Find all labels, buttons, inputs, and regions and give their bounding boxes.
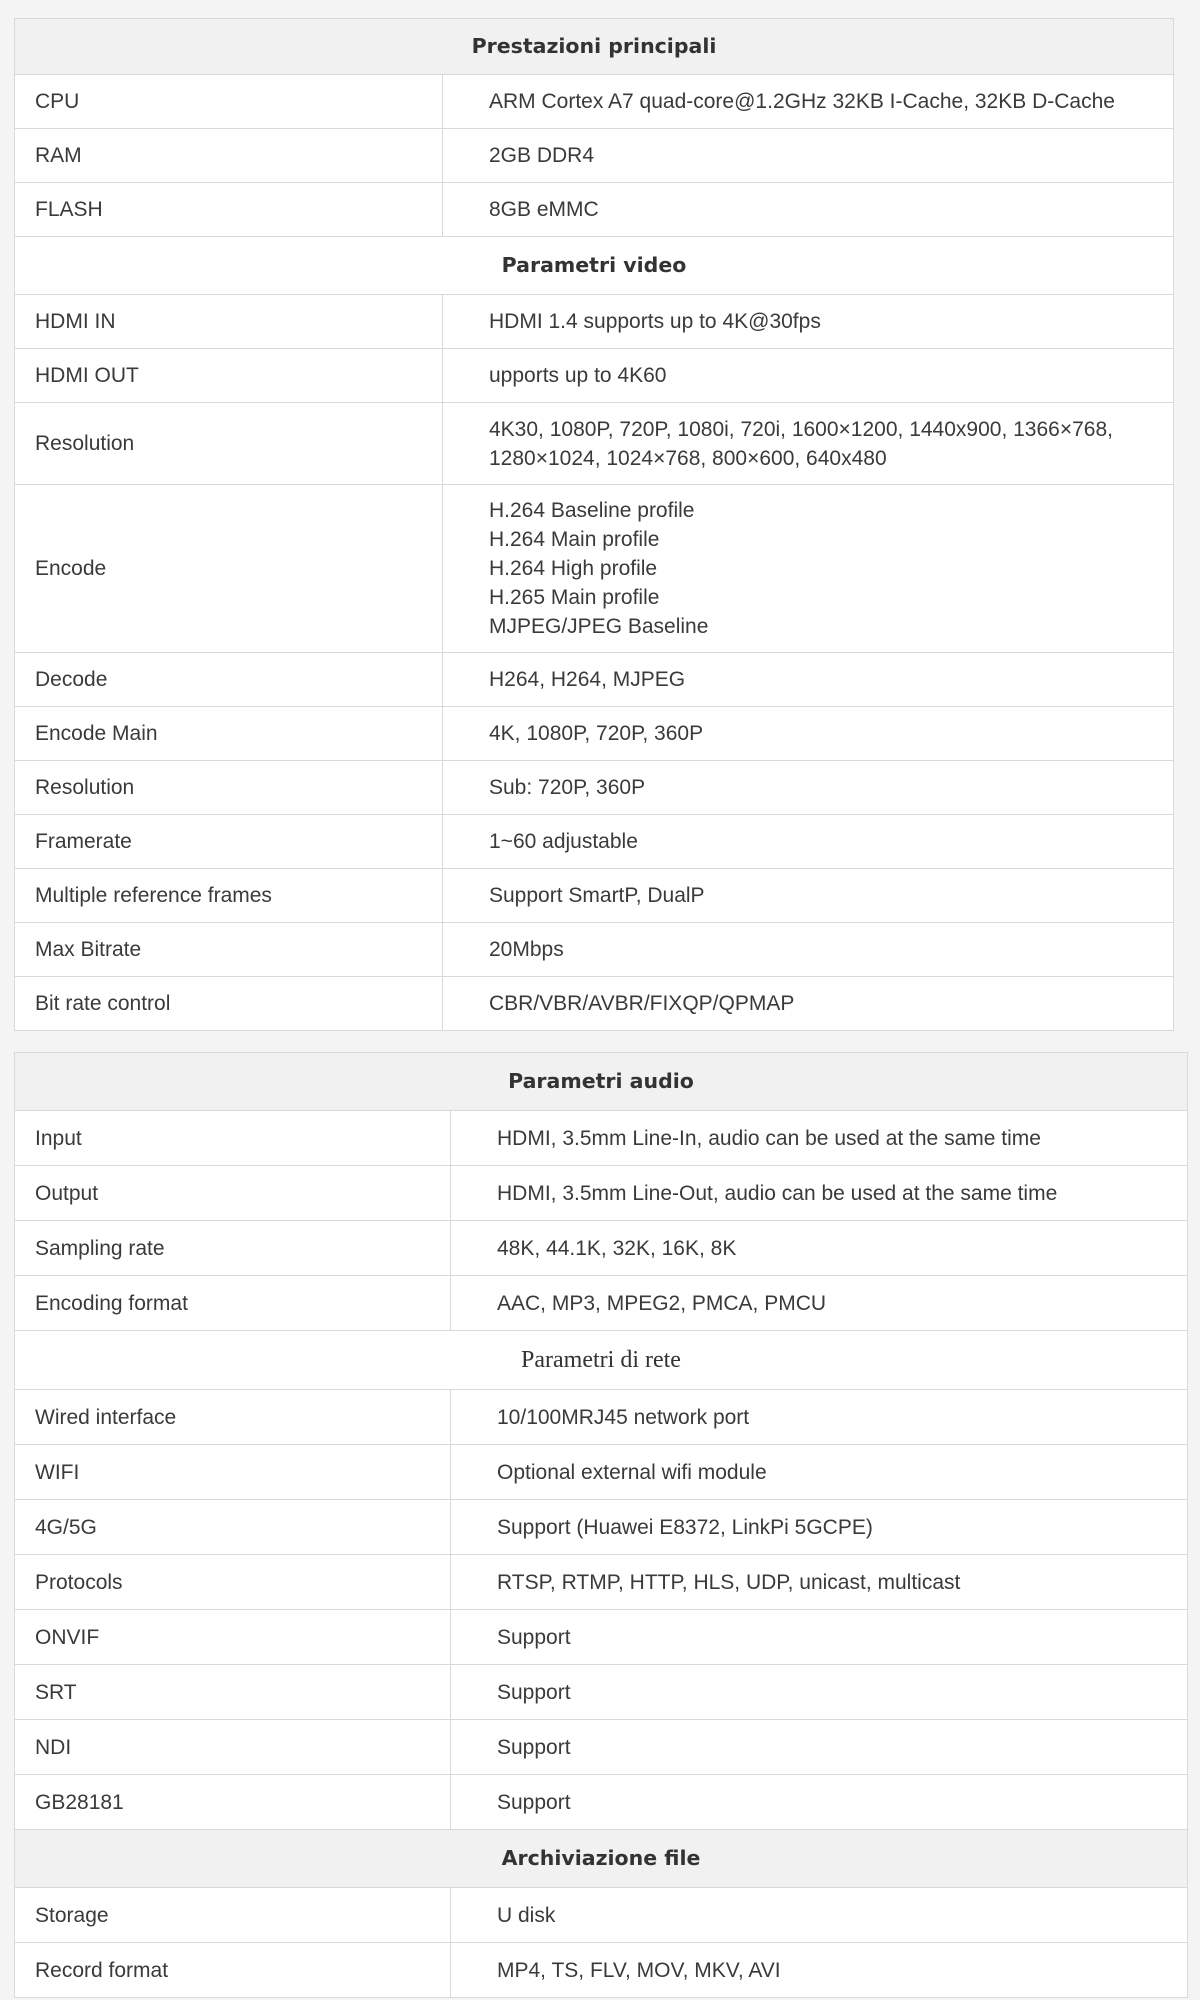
section-title: Parametri audio xyxy=(15,1053,1188,1111)
section-header-row xyxy=(15,1053,1188,1111)
spec-label: GB28181 xyxy=(15,1775,451,1830)
spec-value-line: AAC, MP3, MPEG2, PMCA, PMCU xyxy=(497,1291,827,1315)
spec-label: 4G/5G xyxy=(15,1500,451,1555)
table-row xyxy=(15,653,1174,707)
spec-value-line: RTSP, RTMP, HTTP, HLS, UDP, unicast, multicast xyxy=(497,1570,961,1594)
table-row xyxy=(15,1720,1188,1775)
spec-label: Max Bitrate xyxy=(15,923,443,977)
spec-value-line: MJPEG/JPEG Baseline xyxy=(489,615,709,638)
spec-value xyxy=(451,1276,1188,1331)
spec-value-line: 48K, 44.1K, 32K, 16K, 8K xyxy=(497,1236,737,1260)
spec-value-line: 4K30, 1080P, 720P, 1080i, 720i, 1600×1200, 1440x900, 1366×768, xyxy=(489,417,1113,441)
spec-value xyxy=(451,1610,1188,1665)
table-row xyxy=(15,1221,1188,1276)
spec-value xyxy=(451,1720,1188,1775)
section-header-row xyxy=(15,1331,1188,1390)
spec-value xyxy=(451,1221,1188,1276)
spec-label: HDMI OUT xyxy=(15,349,443,403)
table-row xyxy=(15,485,1174,653)
spec-label: HDMI IN xyxy=(15,295,443,349)
section-header-row xyxy=(15,1830,1188,1888)
spec-value-line: 20Mbps xyxy=(489,938,564,961)
spec-value xyxy=(451,1166,1188,1221)
table-row xyxy=(15,815,1174,869)
section-title: Prestazioni principali xyxy=(15,19,1174,75)
spec-value-line: Support xyxy=(497,1790,571,1814)
spec-value-line: Optional external wifi module xyxy=(497,1460,767,1484)
spec-value-line: Sub: 720P, 360P xyxy=(489,776,646,799)
spec-label: Encode Main xyxy=(15,707,443,761)
spec-label: FLASH xyxy=(15,183,443,237)
table-row xyxy=(15,1665,1188,1720)
spec-value-line: MP4, TS, FLV, MOV, MKV, AVI xyxy=(497,1958,781,1982)
spec-value xyxy=(443,349,1174,403)
table-row xyxy=(15,1166,1188,1221)
section-title: Archiviazione file xyxy=(15,1830,1188,1888)
section-title: Parametri di rete xyxy=(15,1331,1188,1390)
table-row xyxy=(15,707,1174,761)
table-row xyxy=(15,1390,1188,1445)
spec-value xyxy=(443,977,1174,1031)
spec-value-line: 1280×1024, 1024×768, 800×600, 640x480 xyxy=(489,446,887,470)
spec-value xyxy=(451,1888,1188,1943)
table-row xyxy=(15,1775,1188,1830)
spec-value-line: H.264 Main profile xyxy=(489,528,660,551)
spec-label: WIFI xyxy=(15,1445,451,1500)
spec-label: Multiple reference frames xyxy=(15,869,443,923)
spec-value xyxy=(443,295,1174,349)
section-title: Parametri video xyxy=(15,237,1174,295)
spec-value-line: upports up to 4K60 xyxy=(489,364,667,387)
spec-value-line: U disk xyxy=(497,1903,556,1927)
spec-label: CPU xyxy=(15,75,443,129)
spec-value-line: ARM Cortex A7 quad-core@1.2GHz 32KB I-Cache, 32KB D-Cache xyxy=(489,90,1115,113)
spec-label: SRT xyxy=(15,1665,451,1720)
spec-value xyxy=(451,1500,1188,1555)
spec-value xyxy=(443,923,1174,977)
table-row xyxy=(15,349,1174,403)
table-row xyxy=(15,295,1174,349)
spec-value xyxy=(443,761,1174,815)
spec-value-line: Support xyxy=(497,1735,571,1759)
spec-value-line: Support xyxy=(497,1680,571,1704)
spec-value-line: 4K, 1080P, 720P, 360P xyxy=(489,722,704,745)
table-row xyxy=(15,869,1174,923)
spec-value xyxy=(443,653,1174,707)
table-row xyxy=(15,923,1174,977)
spec-value xyxy=(443,129,1174,183)
spec-value xyxy=(451,1665,1188,1720)
spec-value-line: H.265 Main profile xyxy=(489,586,660,609)
spec-label: Encode xyxy=(15,485,443,653)
spec-label: Wired interface xyxy=(15,1390,451,1445)
spec-value-line: H264, H264, MJPEG xyxy=(489,668,686,691)
spec-value xyxy=(451,1390,1188,1445)
table-row xyxy=(15,1500,1188,1555)
spec-value-line: CBR/VBR/AVBR/FIXQP/QPMAP xyxy=(489,992,795,1015)
spec-label: Protocols xyxy=(15,1555,451,1610)
table-row xyxy=(15,1555,1188,1610)
spec-value-line: HDMI, 3.5mm Line-Out, audio can be used at the same time xyxy=(497,1181,1058,1205)
spec-label: ONVIF xyxy=(15,1610,451,1665)
spec-value-line: H.264 High profile xyxy=(489,557,658,580)
spec-label: Resolution xyxy=(15,403,443,485)
table-row xyxy=(15,761,1174,815)
spec-label: Decode xyxy=(15,653,443,707)
spec-value xyxy=(443,707,1174,761)
spec-value-line: Support SmartP, DualP xyxy=(489,884,705,907)
spec-value xyxy=(443,485,1174,653)
spec-label: Framerate xyxy=(15,815,443,869)
table-row xyxy=(15,1610,1188,1665)
table-row xyxy=(15,183,1174,237)
spec-value-line: Support xyxy=(497,1625,571,1649)
spec-table-audio-network xyxy=(14,1052,1188,1998)
spec-value xyxy=(443,75,1174,129)
spec-label: RAM xyxy=(15,129,443,183)
spec-label: Output xyxy=(15,1166,451,1221)
table-row xyxy=(15,1445,1188,1500)
spec-value-line: 10/100MRJ45 network port xyxy=(497,1405,750,1429)
spec-value-line: Support (Huawei E8372, LinkPi 5GCPE) xyxy=(497,1515,873,1539)
table-row xyxy=(15,129,1174,183)
spec-value xyxy=(451,1943,1188,1998)
spec-label: Encoding format xyxy=(15,1276,451,1331)
spec-label: Sampling rate xyxy=(15,1221,451,1276)
spec-label: Storage xyxy=(15,1888,451,1943)
table-row xyxy=(15,403,1174,485)
spec-label: NDI xyxy=(15,1720,451,1775)
table-row xyxy=(15,75,1174,129)
spec-label: Resolution xyxy=(15,761,443,815)
spec-label: Record format xyxy=(15,1943,451,1998)
spec-label: Bit rate control xyxy=(15,977,443,1031)
spec-value-line: 1~60 adjustable xyxy=(489,830,638,853)
table-row xyxy=(15,1943,1188,1998)
table-row xyxy=(15,1888,1188,1943)
spec-value xyxy=(451,1555,1188,1610)
table-row xyxy=(15,977,1174,1031)
spec-value-line: 8GB eMMC xyxy=(489,198,599,221)
spec-value-line: HDMI 1.4 supports up to 4K@30fps xyxy=(489,310,821,333)
section-header-row xyxy=(15,19,1174,75)
spec-value xyxy=(451,1775,1188,1830)
spec-value xyxy=(451,1111,1188,1166)
spec-label: Input xyxy=(15,1111,451,1166)
section-header-row xyxy=(15,237,1174,295)
spec-value-line: H.264 Baseline profile xyxy=(489,499,695,522)
spec-value xyxy=(443,815,1174,869)
spec-value-line: HDMI, 3.5mm Line-In, audio can be used at the same time xyxy=(497,1126,1041,1150)
table-row xyxy=(15,1111,1188,1166)
spec-value xyxy=(451,1445,1188,1500)
spec-value xyxy=(443,183,1174,237)
spec-table-video xyxy=(14,18,1174,1031)
spec-value-line: 2GB DDR4 xyxy=(489,144,595,167)
spec-value xyxy=(443,403,1174,485)
spec-value xyxy=(443,869,1174,923)
table-row xyxy=(15,1276,1188,1331)
